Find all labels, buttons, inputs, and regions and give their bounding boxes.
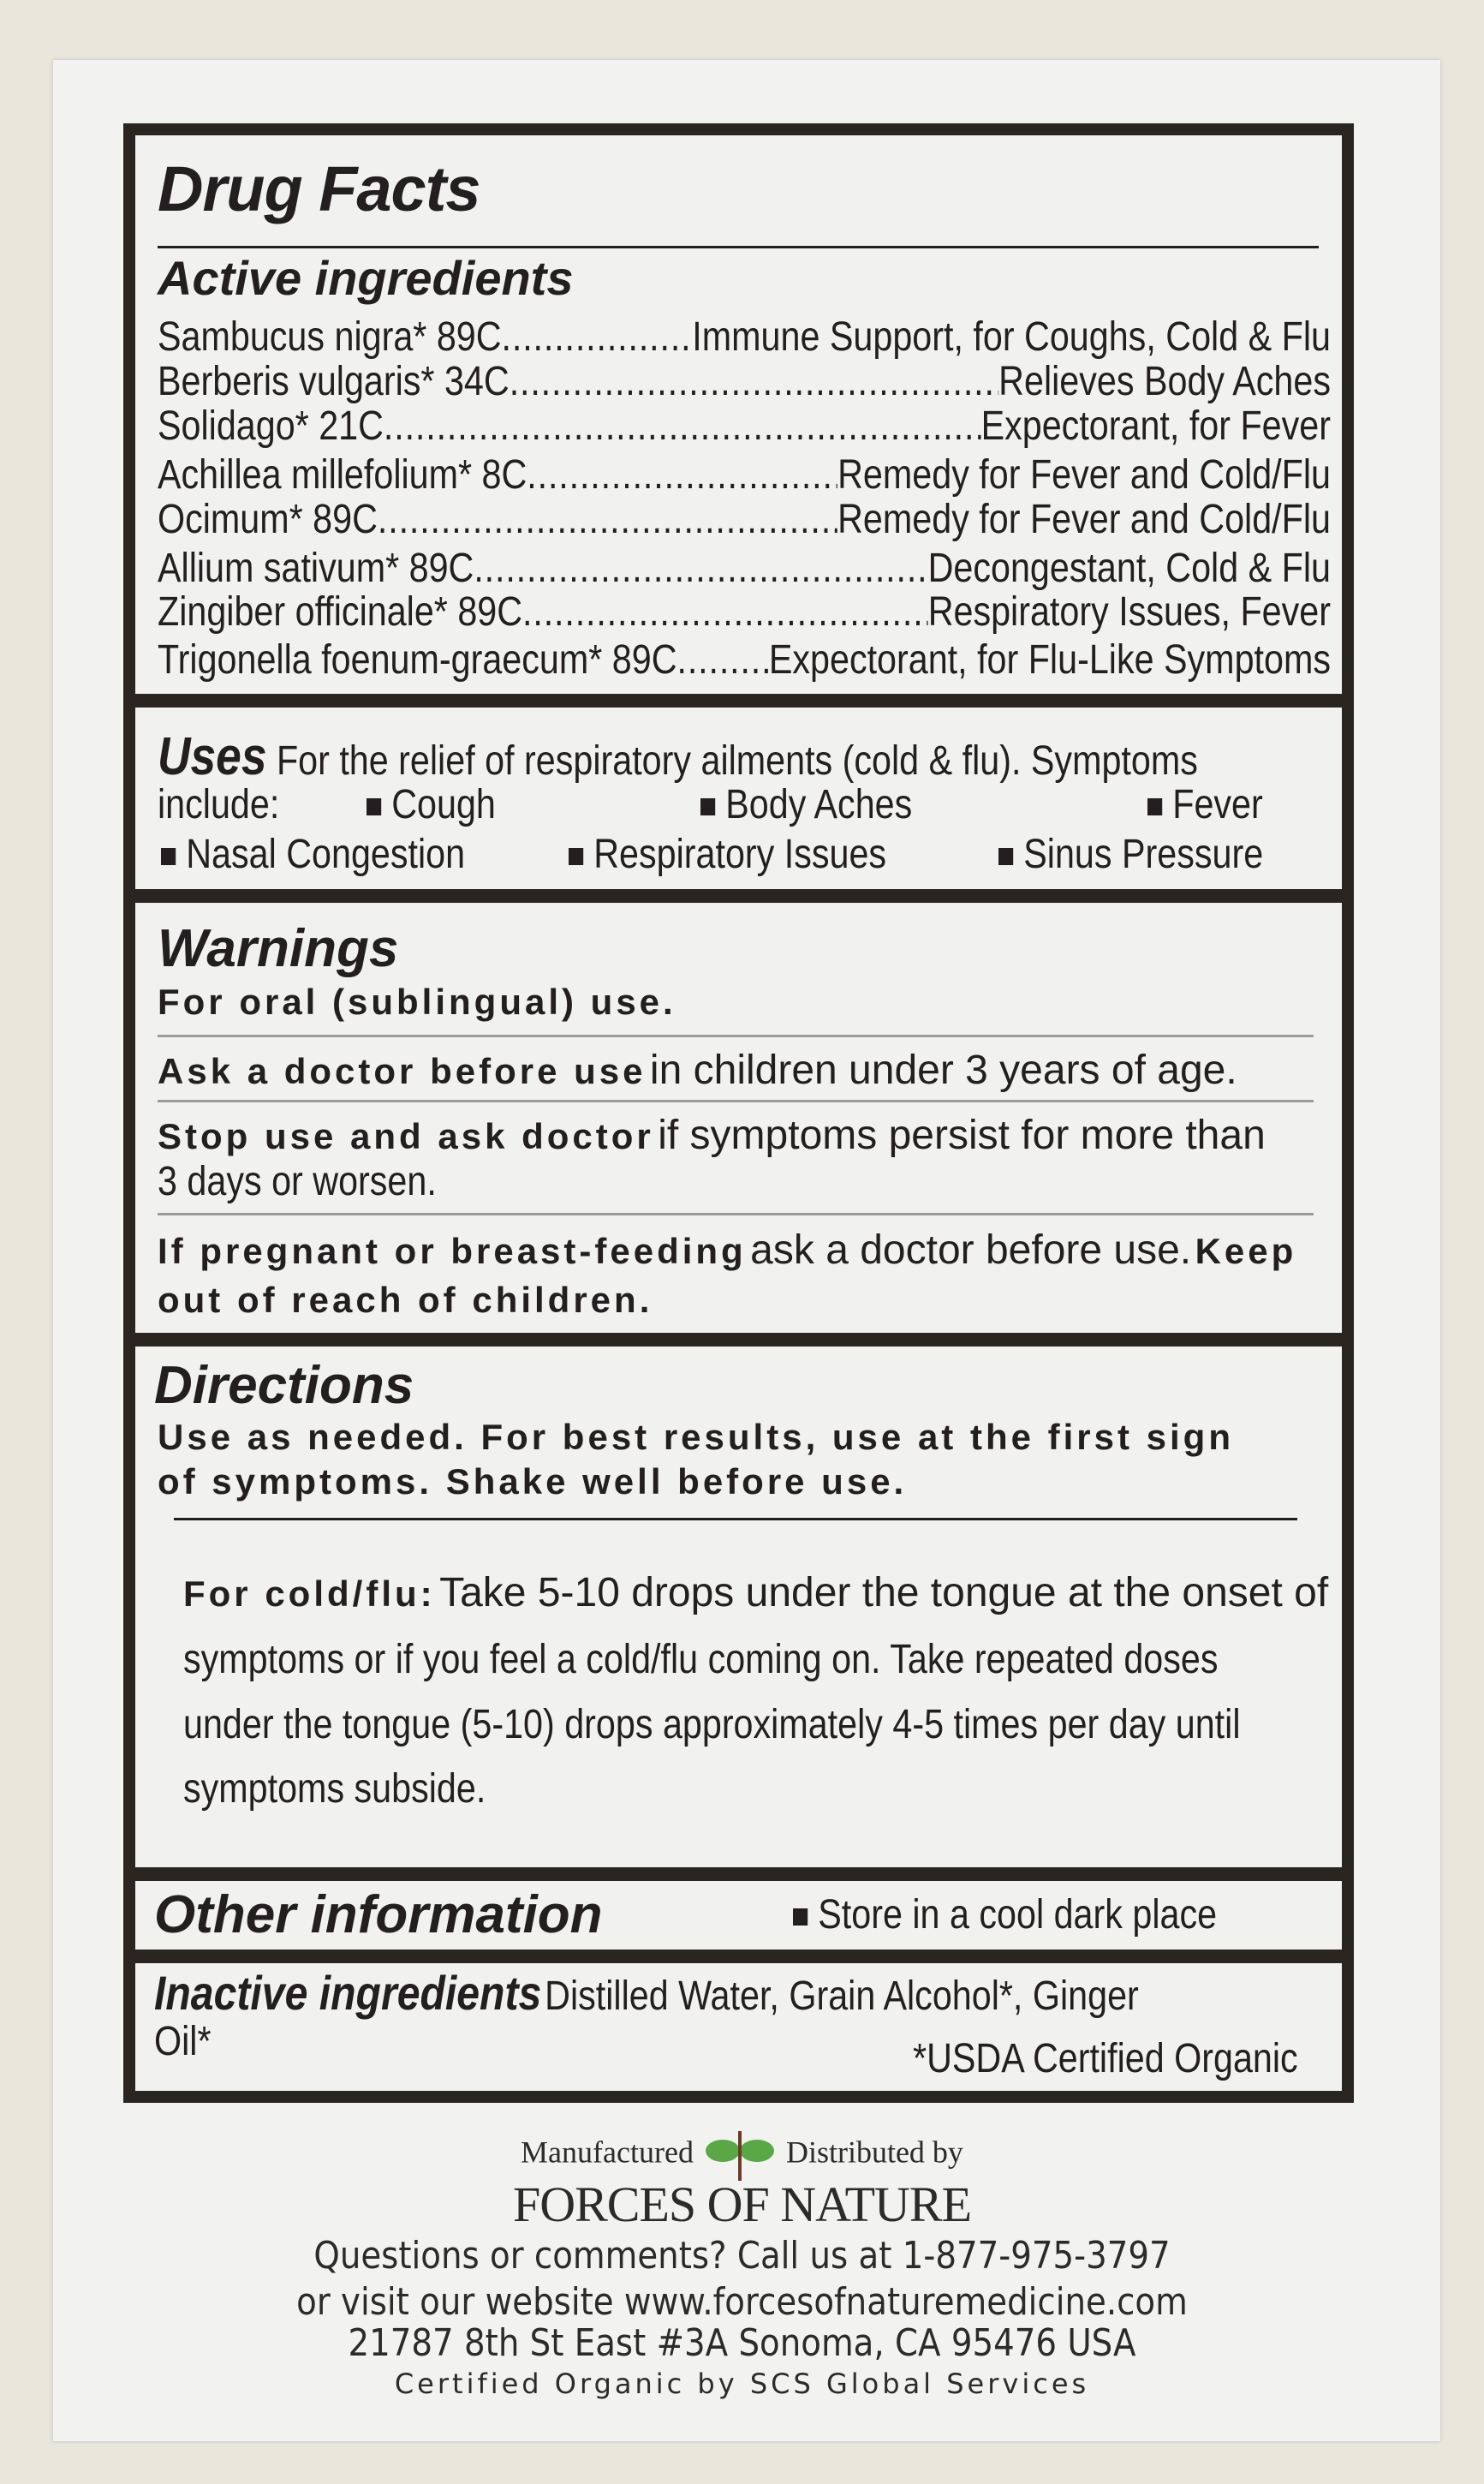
ingredient-name: Ocimum* 89C	[158, 497, 378, 542]
organic-note: *USDA Certified Organic	[913, 2036, 1298, 2081]
ingredient-name: Achillea millefolium* 8C	[158, 452, 527, 498]
symptom-item: Cough	[367, 781, 496, 828]
divider	[158, 1100, 1314, 1102]
ingredient-name: Trigonella foenum-graecum* 89C	[158, 637, 677, 683]
ingredient-purpose: Decongestant, Cold & Flu	[927, 546, 1331, 591]
inactive-ingredients-cont: Oil*	[154, 2019, 212, 2064]
ingredient-row	[158, 588, 1331, 636]
ingredient-row	[158, 496, 1331, 543]
keep-out-of-reach: out of reach of children.	[158, 1280, 653, 1320]
bullet-icon	[367, 798, 381, 815]
ingredient-name: Zingiber officinale* 89C	[158, 589, 523, 635]
bullet-icon	[700, 798, 715, 815]
stop-use-warning-cont: 3 days or worsen.	[158, 1159, 437, 1204]
certification-line: Certified Organic by SCS Global Services	[394, 2368, 1090, 2400]
symptom-item: Fever	[1147, 781, 1263, 828]
other-information-heading: Other information	[154, 1885, 603, 1944]
bullet-icon	[569, 848, 583, 865]
pregnancy-warning: If pregnant or breast-feeding ask a doctor before use. Keep	[158, 1227, 1297, 1273]
inactive-ingredients-text: Distilled Water, Grain Alcohol*, Ginger	[545, 1973, 1139, 2019]
ingredient-purpose: Remedy for Fever and Cold/Flu	[837, 497, 1331, 542]
dot-leader	[527, 451, 837, 499]
caduceus-leaf-logo-icon	[701, 2129, 778, 2181]
divider	[174, 1518, 1297, 1520]
dot-leader	[384, 403, 981, 450]
ingredient-purpose: Expectorant, for Fever	[980, 403, 1331, 449]
section-divider	[123, 694, 1354, 708]
symptom-item: Nasal Congestion	[161, 831, 465, 878]
ask-doctor-warning: Ask a doctor before use in children under 3 years of age.	[158, 1048, 1237, 1093]
dot-leader	[378, 496, 837, 543]
ingredient-name: Sambucus nigra* 89C	[158, 314, 502, 360]
uses-include: include:	[158, 782, 280, 827]
section-divider	[123, 1867, 1354, 1881]
symptom-item: Body Aches	[700, 781, 912, 828]
bullet-icon	[793, 1908, 808, 1926]
bullet-icon	[161, 848, 176, 865]
symptom-item: Respiratory Issues	[569, 831, 886, 878]
divider	[158, 246, 1319, 248]
divider	[158, 1035, 1314, 1037]
ingredient-row	[158, 451, 1331, 499]
section-divider	[123, 1333, 1354, 1346]
dot-leader	[502, 313, 693, 361]
dot-leader	[677, 636, 769, 684]
active-ingredients-heading: Active ingredients	[158, 251, 574, 305]
directions-line: under the tongue (5-10) drops approximately 4-5 times per day until	[183, 1702, 1241, 1747]
storage-item: Store in a cool dark place	[793, 1891, 1217, 1938]
manufacturer-line: Manufactured Distributed by	[0, 2129, 1484, 2181]
website-line: or visit our website www.forcesofnaturemedicine.com	[296, 2280, 1188, 2324]
ingredient-purpose: Remedy for Fever and Cold/Flu	[837, 452, 1331, 498]
warnings-heading: Warnings	[158, 919, 399, 978]
bullet-icon	[998, 848, 1013, 865]
dot-leader	[522, 588, 928, 636]
symptom-item: Sinus Pressure	[998, 831, 1263, 878]
cold-flu-directions: For cold/flu: Take 5-10 drops under the tongue at the onset of	[183, 1570, 1329, 1615]
directions-line: symptoms subside.	[183, 1766, 486, 1812]
ingredient-row	[158, 403, 1331, 450]
questions-line: Questions or comments? Call us at 1-877-975-3797	[313, 2234, 1171, 2278]
dot-leader	[510, 358, 998, 405]
ingredient-purpose: Relieves Body Aches	[998, 359, 1331, 404]
dot-leader	[474, 545, 927, 592]
address-line: 21787 8th St East #3A Sonoma, CA 95476 USA	[348, 2321, 1136, 2365]
directions-line: of symptoms. Shake well before use.	[158, 1461, 908, 1502]
directions-heading: Directions	[154, 1356, 414, 1415]
section-divider	[123, 1950, 1354, 1963]
brand-logo: FORCES OF NATURE	[512, 2176, 972, 2232]
inactive-ingredients-heading: Inactive ingredients	[154, 1966, 542, 2020]
ingredient-purpose: Expectorant, for Flu-Like Symptoms	[768, 637, 1331, 683]
ingredient-name: Solidago* 21C	[158, 403, 384, 449]
ingredient-purpose: Immune Support, for Coughs, Cold & Flu	[692, 314, 1331, 360]
divider	[158, 1213, 1314, 1215]
ingredient-row	[158, 636, 1331, 684]
directions-line: Use as needed. For best results, use at the first sign	[158, 1417, 1234, 1457]
uses-heading: Uses	[158, 727, 267, 786]
uses-text: For the relief of respiratory ailments (cold & flu). Symptoms	[276, 738, 1198, 784]
stop-use-warning: Stop use and ask doctor if symptoms persist for more than	[158, 1113, 1266, 1158]
ingredient-name: Berberis vulgaris* 34C	[158, 359, 510, 404]
ingredient-purpose: Respiratory Issues, Fever	[927, 589, 1331, 635]
section-divider	[123, 889, 1354, 903]
ingredient-row	[158, 545, 1331, 592]
drug-facts-title: Drug Facts	[158, 153, 480, 224]
ingredient-name: Allium sativum* 89C	[158, 546, 474, 591]
ingredient-row	[158, 313, 1331, 361]
oral-use-warning: For oral (sublingual) use.	[158, 982, 676, 1022]
ingredient-row	[158, 358, 1331, 405]
directions-line: symptoms or if you feel a cold/flu coming on. Take repeated doses	[183, 1637, 1219, 1682]
bullet-icon	[1147, 798, 1162, 815]
